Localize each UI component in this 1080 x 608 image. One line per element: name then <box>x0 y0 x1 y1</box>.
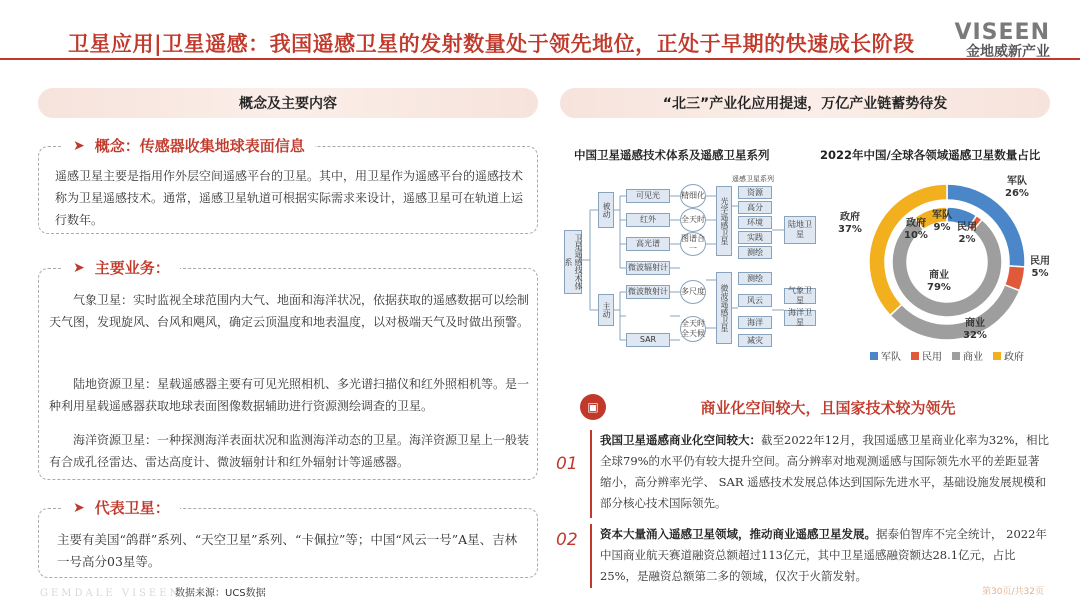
item-bold-1: 我国卫星遥感商业化空间较大： <box>600 433 761 447</box>
legend-swatch <box>870 352 878 360</box>
legend-swatch <box>952 352 960 360</box>
diagram-passive: 被动 <box>598 192 614 228</box>
series-fengyun: 风云 <box>738 294 772 307</box>
concept-box <box>38 137 538 234</box>
data-source: 数据来源：UCS数据 <box>175 588 266 599</box>
representative-heading <box>63 497 180 518</box>
pie-label-outer-civil <box>1030 256 1050 280</box>
pie-label-value: 37% <box>838 224 862 235</box>
donut-chart <box>867 182 1027 342</box>
target-ocean: 海洋卫星 <box>784 310 816 326</box>
feature-fine: 精细化 <box>680 184 706 208</box>
business-ocean: 海洋资源卫星：一种探测海洋表面状况和监测海洋动态的卫星。海洋资源卫星上一般装有合成孔径雷达、雷达高度计、微波辐射计和红外辐射计等遥感器。 <box>49 433 530 469</box>
brand-logo <box>954 20 1050 61</box>
concept-heading <box>63 135 315 156</box>
legend-item <box>952 348 983 363</box>
sensor-microwave-radiometer: 微波辐射计 <box>626 261 670 275</box>
pie-label-value: 10% <box>904 230 928 241</box>
sensor-scatterometer: 微波散射计 <box>626 285 670 299</box>
brand-name-cn: 金地威新产业 <box>966 44 1050 60</box>
pie-label-value: 79% <box>927 282 951 293</box>
pie-label-outer-military <box>1005 176 1029 200</box>
pie-label-value: 2% <box>958 234 976 245</box>
title-bar <box>0 0 1080 75</box>
pie-label-text: 军队 <box>1006 176 1027 187</box>
item-number-1: 01 <box>556 454 578 474</box>
pie-label-outer-commercial <box>963 318 987 342</box>
series-environment: 环境 <box>738 216 772 229</box>
pie-label-inner-commercial <box>927 270 951 294</box>
diagram-root: 卫星遥感技术体系 <box>564 230 582 294</box>
diagram-title: 中国卫星遥感技术体系及遥感卫星系列 <box>574 148 770 162</box>
legend-label: 商业 <box>963 352 983 363</box>
tech-diagram <box>560 170 820 360</box>
feature-allweather: 全天时全天候 <box>680 316 706 342</box>
commercial-header <box>580 394 1050 420</box>
commercial-heading: 商业化空间较大，且国家技术较为领先 <box>700 398 956 417</box>
legend-label: 政府 <box>1004 352 1024 363</box>
series-mapping-b: 测绘 <box>738 272 772 285</box>
sensor-infrared: 红外 <box>626 213 670 227</box>
pie-label-outer-government <box>838 212 862 236</box>
pie-label-inner-military <box>932 210 952 234</box>
pie-label-text: 政府 <box>839 212 860 223</box>
item-bold-2: 资本大量涌入遥感卫星领域，推动商业遥感卫星发展。 <box>600 527 876 541</box>
business-land: 陆地资源卫星：星载遥感器主要有可见光照相机、多光谱扫描仪和红外照相机等。是一种利用星载遥感器获取地球表面图像数据辅助进行资源测绘调查的卫星。 <box>49 377 530 413</box>
group-optical: 光学遥感卫星 <box>716 186 732 256</box>
series-disaster: 减灾 <box>738 334 772 347</box>
feature-image-spectrum: 图谱合一 <box>680 232 706 256</box>
feature-multiscale: 多尺度 <box>680 280 706 304</box>
representative-text: 主要有美国“鸽群”系列、“天空卫星”系列、“卡佩拉”等；中国“风云一号”A星、吉林一号高分03星等。 <box>57 532 518 569</box>
pie-label-text: 民用 <box>1030 256 1050 267</box>
arrow-right-icon: ➤ <box>73 499 85 516</box>
pie-label-inner-government <box>904 218 928 242</box>
item-body-1: 截至2022年12月，我国遥感卫星商业化率为32%，相比全球79%的水平仍有较大提升空间。高分辨率对地观测遥感与国际领先水平的差距显著缩小，高分辨率光学、 SAR 遥感技术发展总体达到国际先进水平，基础设施发展规模和部分核心技术国际领先。 <box>600 433 1049 510</box>
title-underline <box>0 58 1080 60</box>
pie-legend <box>870 348 1024 363</box>
concept-heading-text: 概念：传感器收集地球表面信息 <box>94 137 305 155</box>
legend-item <box>911 348 942 363</box>
series-mapping-a: 测绘 <box>738 246 772 259</box>
brand-name: VISEEN <box>954 20 1050 45</box>
pie-label-value: 5% <box>1031 268 1049 279</box>
target-land: 陆地卫星 <box>784 216 816 244</box>
legend-item <box>993 348 1024 363</box>
pie-label-value: 9% <box>933 222 951 233</box>
arrow-right-icon: ➤ <box>73 259 85 276</box>
footer-watermark: GEMDALE VISEEN <box>40 588 182 599</box>
business-box <box>38 259 538 480</box>
feature-allday: 全天时 <box>680 208 706 232</box>
item-text-1 <box>600 430 1050 514</box>
page-number: 第30页/共32页 <box>982 587 1044 597</box>
series-gaofen: 高分 <box>738 201 772 214</box>
series-ocean: 海洋 <box>738 316 772 329</box>
item-text-2 <box>600 524 1050 587</box>
right-section-title: “北三”产业化应用提速，万亿产业链蓄势待发 <box>560 88 1050 118</box>
pie-label-text: 政府 <box>905 218 926 229</box>
chart-board-icon: ▣ <box>580 394 606 420</box>
series-header: 遥感卫星系列 <box>732 175 774 183</box>
arrow-right-icon: ➤ <box>73 137 85 154</box>
representative-heading-text: 代表卫星： <box>94 499 170 517</box>
legend-label: 民用 <box>922 352 942 363</box>
pie-label-inner-civil <box>957 222 977 246</box>
legend-swatch <box>993 352 1001 360</box>
pie-label-text: 商业 <box>964 318 985 329</box>
diagram-active: 主动 <box>598 294 614 326</box>
pie-label-value: 26% <box>1005 188 1029 199</box>
pie-label-value: 32% <box>963 330 987 341</box>
series-resource: 资源 <box>738 186 772 199</box>
concept-text: 遥感卫星主要是指用作外层空间遥感平台的卫星。其中，用卫星作为遥感平台的遥感技术称为卫星遥感技术。通常，遥感卫星轨道可根据实际需求来设计，遥感卫星可在轨道上运行数年。 <box>55 169 524 227</box>
series-practice: 实践 <box>738 231 772 244</box>
business-weather: 气象卫星：实时监视全球范围内大气、地面和海洋状况，依据获取的遥感数据可以绘制天气图，发现旋风、台风和飓风，确定云顶温度和地表温度，以对极端天气及时做出预警。 <box>49 293 530 329</box>
business-heading-text: 主要业务： <box>94 259 170 277</box>
item-divider-2 <box>590 524 592 588</box>
business-heading <box>63 257 180 278</box>
representative-box <box>38 499 538 578</box>
sensor-sar: SAR <box>626 333 670 347</box>
item-divider-1 <box>590 430 592 518</box>
pie-label-text: 民用 <box>957 222 977 233</box>
group-microwave: 微波遥感卫星 <box>716 272 732 344</box>
pie-label-text: 商业 <box>928 270 949 281</box>
sensor-visible: 可见光 <box>626 189 670 203</box>
left-section-title: 概念及主要内容 <box>38 88 538 118</box>
legend-swatch <box>911 352 919 360</box>
target-weather: 气象卫星 <box>784 288 816 304</box>
pie-label-text: 军队 <box>932 210 952 221</box>
item-number-2: 02 <box>556 530 578 550</box>
item-body-2: 据泰伯智库不完全统计， 2022年中国商业航天赛道融资总额超过113亿元，其中卫星遥感融资额达28.1亿元，占比25%，是融资总额第二多的领域，仅次于火箭发射。 <box>600 527 1047 583</box>
pie-title: 2022年中国/全球各领域遥感卫星数量占比 <box>820 148 1041 162</box>
legend-label: 军队 <box>881 352 901 363</box>
page-title: 卫星应用|卫星遥感：我国遥感卫星的发射数量处于领先地位，正处于早期的快速成长阶段 <box>68 32 915 56</box>
legend-item <box>870 348 901 363</box>
sensor-hyperspectral: 高光谱 <box>626 237 670 251</box>
